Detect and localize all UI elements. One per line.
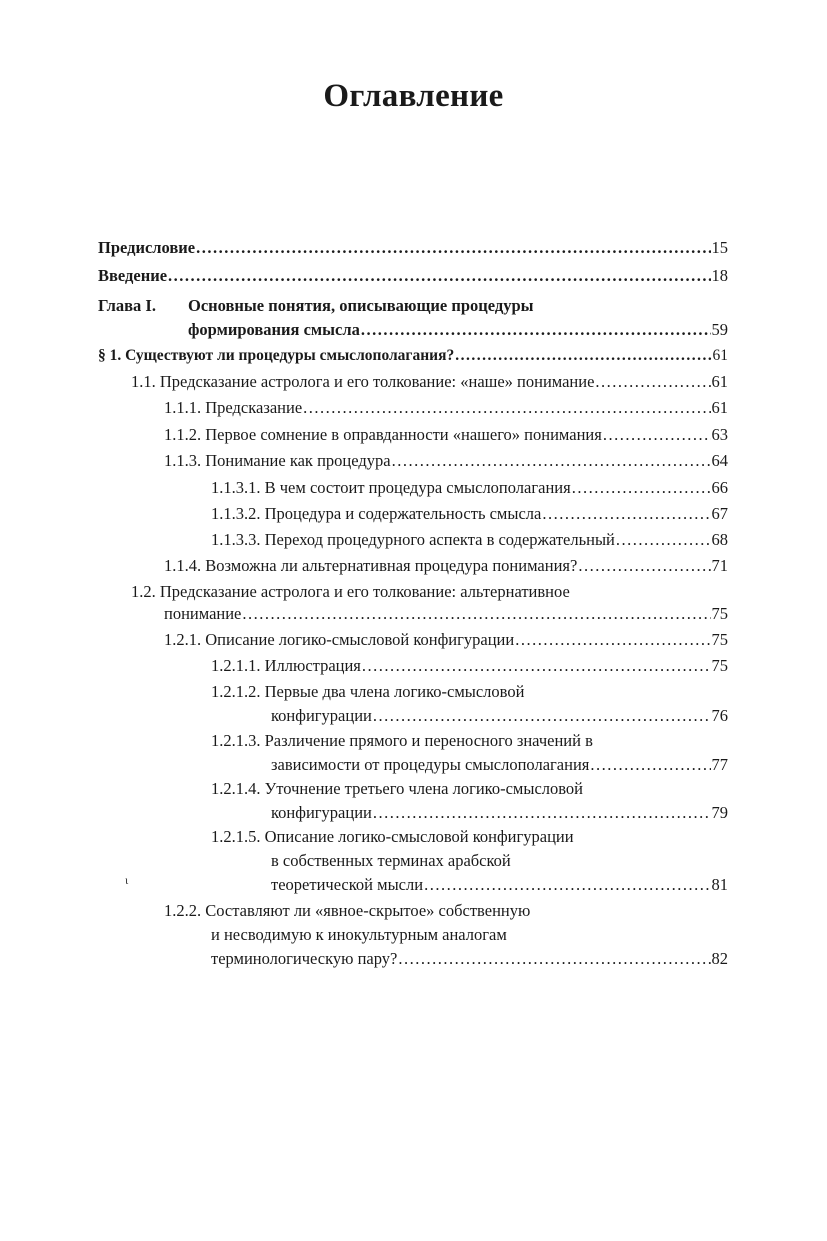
toc-entry-text: § 1. Существуют ли процедуры смыслополагания? [98, 347, 455, 364]
dot-leader [542, 502, 710, 526]
page-title: Оглавление [323, 78, 504, 114]
toc-page-number: 59 [711, 320, 728, 339]
toc-page-number: 68 [711, 530, 728, 549]
toc-page-number: 18 [711, 266, 728, 285]
dot-leader [603, 423, 711, 447]
dot-leader [242, 602, 710, 626]
dot-leader [578, 554, 710, 578]
dot-leader [515, 628, 710, 652]
toc-entry-text: и несводимую к инокультурным аналогам [211, 925, 507, 944]
dot-leader [590, 753, 710, 777]
toc-entry-text: 1.2.1.3. Различение прямого и переносного значений в [211, 731, 593, 750]
toc-entry-text: 1.1.2. Первое сомнение в оправданности «нашего» понимания [164, 425, 602, 444]
dot-leader [373, 801, 711, 825]
toc-page-number: 75 [711, 604, 728, 623]
toc-page-number: 75 [711, 656, 728, 675]
dot-leader [595, 370, 710, 394]
toc-page-number: 82 [711, 949, 728, 968]
toc-entry-text: 1.2.1.5. Описание логико-смысловой конфигурации [211, 827, 574, 846]
dot-leader [572, 476, 711, 500]
toc-entry-text: 1.2. Предсказание астролога и его толкование: альтернативное [131, 582, 570, 601]
dot-leader [398, 947, 710, 971]
toc-entry-text: Предисловие [98, 238, 196, 257]
dot-leader [616, 528, 711, 552]
toc-page-number: 71 [711, 556, 728, 575]
dot-leader [392, 449, 711, 473]
dot-leader [168, 264, 710, 288]
toc-entry-text: 1.2.1. Описание логико-смысловой конфигурации [164, 630, 515, 649]
toc-entry-text: понимание [164, 604, 242, 623]
toc-page-number: 79 [711, 803, 728, 822]
chapter-label: Глава I. [98, 296, 156, 315]
toc-entry-text: конфигурации [271, 803, 372, 822]
toc-entry-text: в собственных терминах арабской [271, 851, 511, 870]
toc-entry-text: формирования смысла [188, 320, 360, 339]
toc-entry-text: зависимости от процедуры смыслополагания [271, 755, 590, 774]
toc-page-number: 76 [711, 706, 728, 725]
toc-entry-text: 1.1.3.1. В чем состоит процедура смыслополагания [211, 478, 571, 497]
toc-page-number: 66 [711, 478, 728, 497]
toc-entry-text: 1.2.1.1. Иллюстрация [211, 656, 361, 675]
toc-page-number: 67 [711, 504, 728, 523]
toc-page-number: 61 [712, 347, 728, 364]
toc-page-number: 61 [711, 398, 728, 417]
dot-leader [361, 318, 711, 342]
toc-entry-text: конфигурации [271, 706, 372, 725]
toc-entry-text: теоретической мысли [271, 875, 424, 894]
toc-page-number: 15 [711, 238, 728, 257]
toc-entry-text: 1.1.4. Возможна ли альтернативная процедура понимания? [164, 556, 578, 575]
toc-page-number: 75 [711, 630, 728, 649]
toc-page-number: 77 [711, 755, 728, 774]
toc-entry-text: 1.1.3.2. Процедура и содержательность смысла [211, 504, 542, 523]
toc-entry-text: 1.1. Предсказание астролога и его толкование: «наше» понимание [131, 372, 595, 391]
toc-page-number: 61 [711, 372, 728, 391]
toc-entry-text: Основные понятия, описывающие процедуры [188, 296, 534, 315]
toc-page-number: 63 [711, 425, 728, 444]
toc-entry-text: 1.2.1.4. Уточнение третьего члена логико-смысловой [211, 779, 584, 798]
dot-leader [196, 236, 710, 260]
toc-entry-text: 1.2.2. Составляют ли «явное-скрытое» собственную [164, 901, 531, 920]
toc-page-number: 81 [711, 875, 728, 894]
toc-entry-text: 1.1.1. Предсказание [164, 398, 303, 417]
dot-leader [362, 654, 711, 678]
margin-mark: ι [125, 873, 129, 887]
toc-entry-text: 1.2.1.2. Первые два члена логико-смысловой [211, 682, 525, 701]
toc-entry-text: 1.1.3. Понимание как процедура [164, 451, 391, 470]
dot-leader [455, 344, 711, 368]
toc-entry-text: терминологическую пару? [211, 949, 398, 968]
dot-leader [303, 396, 710, 420]
dot-leader [373, 704, 711, 728]
dot-leader [424, 873, 710, 897]
toc-entry-text: 1.1.3.3. Переход процедурного аспекта в содержательный [211, 530, 615, 549]
toc-page-number: 64 [711, 451, 728, 470]
toc-entry-text: Введение [98, 266, 168, 285]
